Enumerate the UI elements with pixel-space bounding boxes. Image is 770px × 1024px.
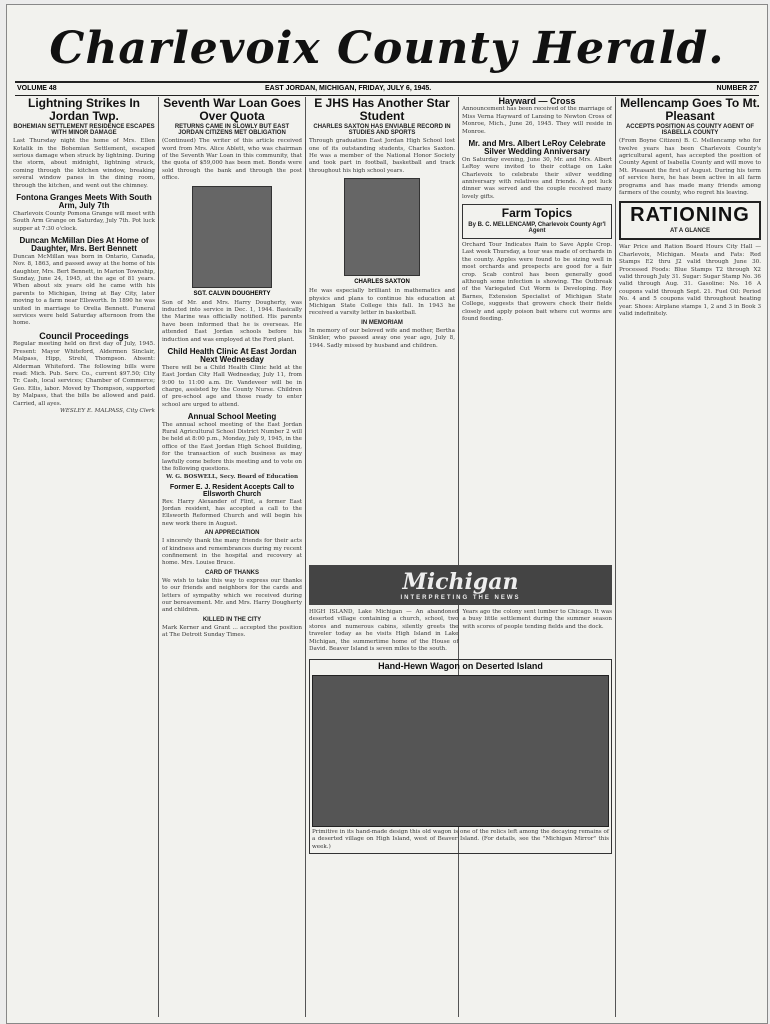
headline-school-meeting: Annual School Meeting — [187, 412, 277, 422]
newspaper-page — [6, 4, 768, 1024]
column-divider — [305, 97, 306, 1017]
column-divider — [615, 97, 616, 1017]
article-war-loan: (Continued) The writer of this article received word from Mrs. Alice Ablett, who was chairman of the Seventh War Loan in this community, that the quota of $59,000 has been met. Bonds were sold through the bank and through the post office. — [162, 138, 302, 182]
volume-label: VOLUME 48 — [17, 85, 57, 92]
michigan-mirror-subtitle: INTERPRETING THE NEWS — [400, 595, 521, 601]
byline-farm-topics: By B. C. MELLENCAMP, Charlevoix County Agr'l Agent — [468, 221, 606, 234]
michigan-mirror-banner — [309, 565, 612, 605]
headline-in-memoriam: IN MEMORIAM — [361, 319, 403, 326]
headline-war-loan: Seventh War Loan Goes Over Quota — [163, 97, 301, 123]
masthead-title: Charlevoix County Herald. — [49, 23, 725, 74]
column-1 — [13, 97, 155, 1017]
article-leroy: On Saturday evening, June 30, Mr. and Mrs. Albert LeRoy were invited to their cottage on Lake Charlevoix to celebrate their silver wedding anniversary with relatives and friends. A pot luck dinner was served and the couple received many lovely gifts. — [462, 156, 612, 200]
column-divider — [158, 97, 159, 1017]
article-grange: Charlevoix County Pomona Grange will meet with South Arm Grange on Saturday, July 7th. Pot luck supper at 7:30 o'clock. — [13, 210, 155, 232]
caption-saxton: CHARLES SAXTON — [354, 279, 410, 286]
article-card-of-thanks: We wish to take this way to express our thanks to our friends and neighbors for the cards and letters of sympathy which we received during our bereavement. Mr. and Mrs. Harry Dougherty and children. — [162, 577, 302, 614]
dateline-bar — [15, 81, 759, 96]
rationing-box — [619, 201, 761, 240]
headline-clinic: Child Health Clinic At East Jordan Next Wednesday — [167, 347, 297, 365]
article-high-island-2: Years ago the colony sent lumber to Chicago. It was a busy little settlement during the summer season with scores of people tending fields and the dock. — [462, 609, 612, 630]
subhead-mellencamp: ACCEPTS POSITION AS COUNTY AGENT OF ISABELLA COUNTY — [625, 124, 755, 137]
michigan-mirror-title: Michigan — [402, 569, 519, 595]
photo-saxton — [344, 178, 420, 276]
article-rationing: War Price and Ration Board Hours City Hall — Charlevoix, Michigan. Meats and Fats: Red Stamps E2 thru J2 valid through June 30. Processed Foods: Blue Stamps T2 through X2 valid through July 31. Sugar: Sugar Stamp No. 36 valid through Aug. 31. Gasoline: No. 16 A coupons valid through Sept. 21. Fuel Oil: Period No. 4 and 5 coupons valid throughout heating year. Shoes: Airplane stamps 1, 2 and 3 in Book 3 valid indefinitely. — [619, 244, 761, 318]
place-date: EAST JORDAN, MICHIGAN, FRIDAY, JULY 6, 1945. — [265, 85, 432, 92]
headline-saxton: E JHS Has Another Star Student — [314, 97, 450, 123]
headline-grange: Fontona Granges Meets With South Arm, July 7th — [16, 193, 152, 211]
school-signature: W. G. BOSWELL, Secy. Board of Education — [165, 473, 299, 480]
article-appreciation: I sincerely thank the many friends for their acts of kindness and remembrances during my recent confinement in the hospital and recovery at home. Mrs. Louise Bruce. — [162, 538, 302, 567]
rationing-subtitle: AT A GLANCE — [669, 228, 711, 235]
article-farm-topics: Orchard Tour Indicates Rain to Save Apple Crop. Last week Thursday, a tour was made of orchards in the county. Apples were found to be sizing well in most orchards and prospects are good for a fair crop. Scab control has been generally good although some infection is showing. The Outbreak of the Variegated Cut Worm is Developing. Roy Barnes, Extension Specialist of Michigan State College, suggests that growers check their fields closely and apply poison bait where cut worms are found feeding. — [462, 241, 612, 322]
headline-farm-topics: Farm Topics — [501, 206, 573, 221]
issue-number: NUMBER 27 — [716, 85, 757, 92]
article-mellencamp: (From Boyne Citizen) B. C. Mellencamp who for twelve years has been Charlevoix County's agricultural agent, has accepted the position of County Agent of Isabella County and will move to Mt. Pleasant the first of August. During his term of service here, he has been active in all farm programs and has made many friends among farmers of the county, who regret his leaving. — [619, 138, 761, 197]
headline-killed: KILLED IN THE CITY — [202, 616, 262, 623]
article-killed: Mark Kerner and Grant ... accepted the position at The Detroit Sunday Times. — [162, 624, 302, 639]
subhead-saxton: CHARLES SAXTON HAS ENVIABLE RECORD IN STUDIES AND SPORTS — [313, 124, 451, 137]
council-signature: WESLEY E. MALPASS, City Clerk — [60, 407, 155, 414]
column-4 — [462, 97, 612, 557]
column-2 — [162, 97, 302, 1017]
photo-dougherty — [192, 186, 272, 288]
headline-hayward-cross: Hayward — Cross — [498, 97, 576, 106]
farm-topics-box — [462, 204, 612, 239]
column-3 — [309, 97, 455, 557]
caption-wagon: Primitive in its hand-made design this old wagon is one of the relics left among the decaying remains of a deserted village on High Island, west of Beaver Island. (For details, see the "Michigan Mirror" this week.) — [312, 828, 609, 850]
article-clinic: There will be a Child Health Clinic held at the East Jordan City Hall Wednesday, July 11, from 9:00 to 11:00 a.m. Dr. Vandeveer will be in charge, assisted by the County Nurse. Children of pre-school age and those ready to enter school are urged to attend. — [162, 364, 302, 408]
headline-appreciation: AN APPRECIATION — [204, 530, 260, 537]
headline-council: Council Proceedings — [39, 330, 129, 341]
article-alexander: Rev. Harry Alexander of Flint, a former East Jordan resident, has accepted a call to the Ellsworth Reformed Church and will begin his new work there in August. — [162, 498, 302, 527]
article-high-island: HIGH ISLAND, Lake Michigan — An abandoned deserted village containing a church, school, two stores and numerous cabins, silently greets the traveler today as he visits High Island in Lake Michigan, the summertime home of the House of David. Beaver Island is seven miles to the south. — [309, 609, 459, 653]
article-council: Regular meeting held on first day of July, 1945. Present: Mayor Whiteford, Aldermen Sinclair, Malpass, Hipp, Strehl, Thompson. Absent: Alderman Whiteford. The following bills were read: Mich. Pub. Serv. Co., current $97.50; City Tr. Cash, local services; Chamber of Commerce; Geo. Ellis, labor. Moved by Thompson, supported by Malpass, that the bills be allowed and paid. Carried, all ayes. — [13, 341, 155, 407]
headline-mellencamp: Mellencamp Goes To Mt. Pleasant — [620, 97, 760, 123]
article-lightning: Last Thursday night the home of Mrs. Ellen Kotalik in the Bohemian Settlement, escaped serious damage when struck by lightning. During the storm, about midnight, lightning struck, coming through the kitchen window, breaking several window panes in the dining room, through the kitchen, and went out the chimney. — [13, 138, 155, 189]
headline-card-of-thanks: CARD OF THANKS — [205, 569, 259, 576]
article-school-meeting: The annual school meeting of the East Jordan Rural Agricultural School District Number 2 will be held at 8:00 p.m., Monday, July 9, 1945, in the office of the East Jordan High School Building, for the transaction of such business as may lawfully come before this meeting and to vote on the following questions. — [162, 421, 302, 473]
subhead-war-loan: RETURNS CAME IN SLOWLY BUT EAST JORDAN CITIZENS MET OBLIGATION — [174, 124, 290, 137]
rationing-title: RATIONING — [630, 204, 750, 227]
michigan-mirror-section — [309, 561, 612, 1021]
article-saxton: Through graduation East Jordan High School lost one of its outstanding students, Charles Saxton. He was a member of the National Honor Society and took part in football, basketball and track throughout his high school years. — [309, 138, 455, 174]
article-dougherty: Son of Mr. and Mrs. Harry Dougherty, was inducted into service in Dec. 1, 1944. Basically the Marine was officially notified. His parents have been informed that he is overseas. He attended East Jordan schools before his induction and was employed at the Ford plant. — [162, 299, 302, 343]
headline-mcmillan: Duncan McMillan Dies At Home of Daughter, Mrs. Bert Bennett — [19, 236, 149, 254]
wagon-photo-box — [309, 659, 612, 854]
column-5 — [619, 97, 761, 1017]
headline-wagon: Hand-Hewn Wagon on Deserted Island — [378, 661, 543, 672]
headline-lightning: Lightning Strikes In Jordan Twp. — [27, 97, 140, 123]
article-hayward-cross: Announcement has been received of the marriage of Miss Verna Hayward of Lansing to Newton Cross of Monroe, Mich., June 26, 1945. They will reside in Monroe. — [462, 106, 612, 135]
subhead-lightning: BOHEMIAN SETTLEMENT RESIDENCE ESCAPES WITH MINOR DAMAGE — [13, 124, 155, 137]
headline-leroy: Mr. and Mrs. Albert LeRoy Celebrate Silver Wedding Anniversary — [468, 139, 606, 157]
article-mcmillan: Duncan McMillan was born in Ontario, Canada, Nov. 8, 1863, and passed away at the home of his daughter, Mrs. Bert Bennett, in Marion Township, Sunday, June 24, 1945, at the age of 81 years. When about six years old he came with his parents to Michigan, living at Bay City, later moving to a farm near Ellsworth. In 1890 he was united in marriage to Orelia Bennett. Funeral services were held Saturday afternoon from the home. — [13, 253, 155, 327]
caption-dougherty: SGT. CALVIN DOUGHERTY — [193, 290, 271, 297]
article-in-memoriam: In memory of our beloved wife and mother, Bertha Sinkler, who passed away one year ago, July 8, 1944. Sadly missed by husband and children. — [309, 327, 455, 349]
photo-wagon — [312, 675, 609, 827]
article-saxton-2: He was especially brilliant in mathematics and physics and plans to continue his education at Michigan State College this fall. In 1943 he received a varsity letter in basketball. — [309, 288, 455, 317]
headline-alexander: Former E. J. Resident Accepts Call to Ellsworth Church — [169, 483, 295, 499]
